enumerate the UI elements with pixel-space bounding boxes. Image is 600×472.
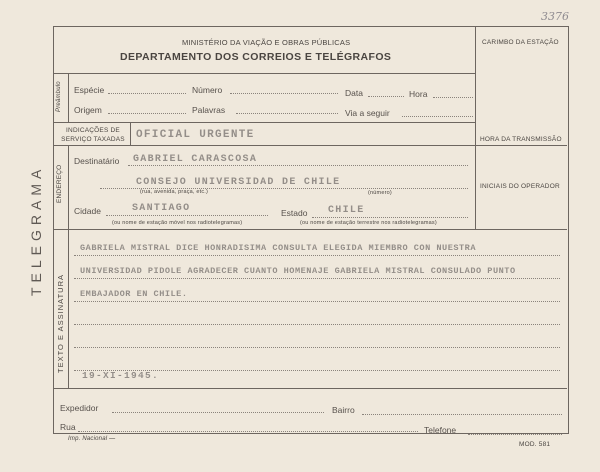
- telefone-label: Telefone: [424, 425, 457, 435]
- imprint: Imp. Nacional —: [68, 436, 116, 442]
- bairro-label: Bairro: [332, 405, 355, 415]
- typed-text-line-1: GABRIELA MISTRAL DICE HONRADISIMA CONSULTA ELEGIDA MIEMBRO CON NUESTRA: [80, 243, 476, 253]
- typed-addressee: GABRIEL CARASCOSA: [133, 154, 258, 165]
- stamp-box-label: CARIMBO DA ESTAÇÃO: [482, 39, 559, 46]
- origem-label: Origem: [74, 105, 102, 115]
- estado-label: Estado: [281, 208, 308, 218]
- department-title: DEPARTAMENTO DOS CORREIOS E TELÉGRAFOS: [120, 51, 392, 63]
- estado-note: (ou nome de estação terrestre nos radiotelegramas): [300, 220, 437, 226]
- preamble-label: Preâmbulo: [56, 81, 62, 112]
- expedidor-label: Expedidor: [60, 403, 99, 413]
- iniciais-label: INICIAIS DO OPERADOR: [480, 183, 560, 190]
- data-label: Data: [345, 88, 363, 98]
- typed-text-line-3: EMBAJADOR EN CHILE.: [80, 289, 188, 299]
- side-title: TELEGRAMA: [28, 164, 44, 296]
- destinatario-sub2: (número): [368, 190, 392, 196]
- rua-label: Rua: [60, 422, 76, 432]
- typed-address: CONSEJO UNIVERSIDAD DE CHILE: [136, 177, 341, 188]
- indicacoes-text: INDICAÇÕES DE SERVIÇO TAXADAS: [61, 127, 125, 143]
- cidade-note: (ou nome de estação móvel nos radiotelegramas): [112, 220, 243, 226]
- typed-service: OFICIAL URGENTE: [136, 129, 255, 141]
- hora-label: Hora: [409, 89, 428, 99]
- typed-city: SANTIAGO: [132, 203, 191, 214]
- model-number: MOD. 581: [519, 441, 551, 448]
- archive-number: 3376: [541, 10, 569, 23]
- hora-transmissao-label: HORA DA TRANSMISSÃO: [480, 136, 562, 143]
- destinatario-sub: (rua, avenida, praça, etc.): [140, 189, 209, 195]
- indicacoes-label: [58, 126, 128, 144]
- ministry-title: MINISTÉRIO DA VIAÇÃO E OBRAS PÚBLICAS: [182, 38, 351, 47]
- texto-label: TEXTO E ASSINATURA: [56, 274, 65, 373]
- numero-label: Número: [192, 85, 223, 95]
- especie-label: Espécie: [74, 85, 105, 95]
- typed-state: CHILE: [328, 205, 365, 216]
- palavras-label: Palavras: [192, 105, 226, 115]
- via-label: Via a seguir: [345, 108, 390, 118]
- typed-date: 19-XI-1945.: [82, 370, 160, 381]
- endereco-label: ENDEREÇO: [56, 164, 63, 203]
- typed-text-line-2: UNIVERSIDAD PIDOLE AGRADECER CUANTO HOMENAJE GABRIELA MISTRAL CONSULADO PUNTO: [80, 266, 516, 276]
- cidade-label: Cidade: [74, 206, 101, 216]
- destinatario-label: Destinatário: [74, 156, 120, 166]
